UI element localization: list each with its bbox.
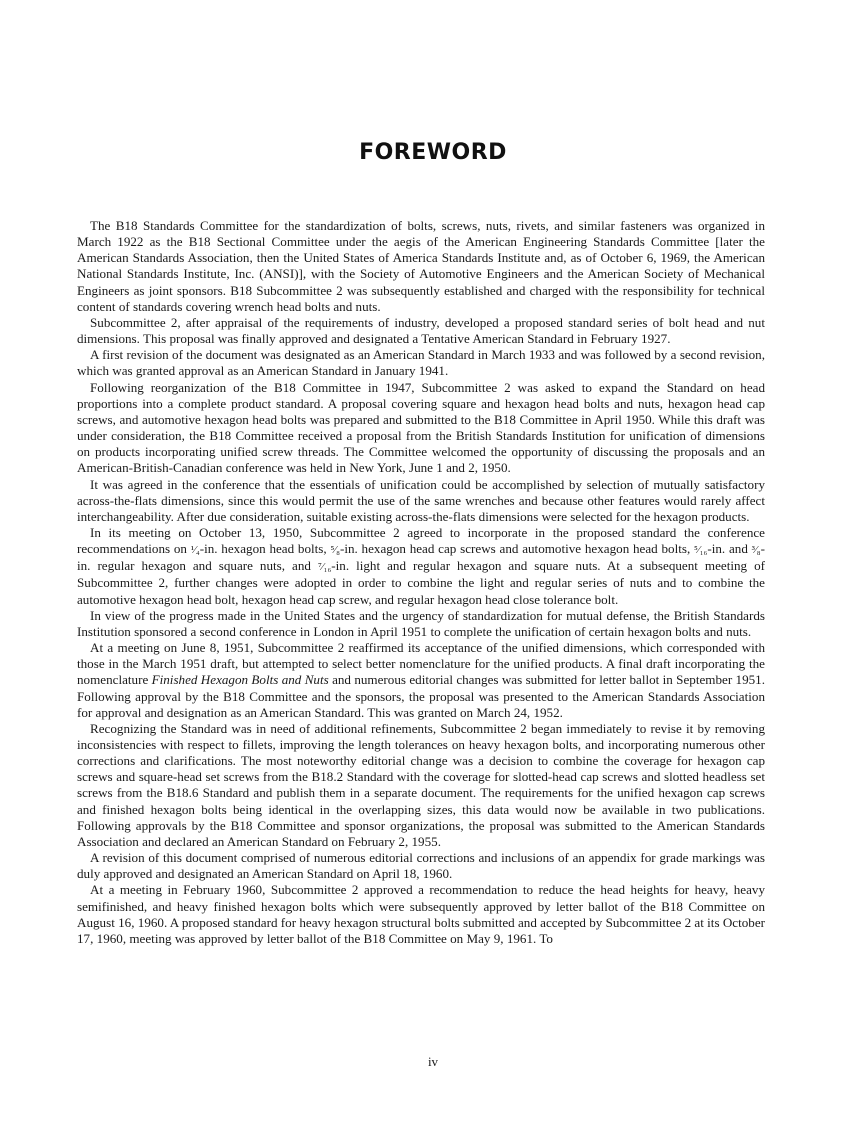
paragraph-5: It was agreed in the conference that the essentials of unification could be accomplished by selection of mutually satisfactory across-the-flats dimensions, since this would permit the use of the same wrenches and because other features would rarely affect interchangeability. After due consideration, suitable existing across-the-flats dimensions were selected for the hexagon products. <box>77 476 765 524</box>
paragraph-6-text-3: -in. hexagon head cap screws and automotive hexagon head bolts, <box>339 541 695 557</box>
fraction-three-eighths: ³⁄₈ <box>751 544 761 557</box>
paragraph-9: Recognizing the Standard was in need of additional refinements, Subcommittee 2 began immediately to revise it by removing inconsistencies with respect to fillets, improving the length tolerances on heavy hexagon bolts, and incorporating numerous other corrections and clarifications. The most noteworthy editorial change was a decision to combine the coverage for hexagon cap screws and square-head set screws from the B18.2 Standard with the coverage for slotted-head cap screws and slotted headless set screws from the B18.6 Standard and publish them in a separate document. The requirements for the unified hexagon cap screws and finished hexagon bolts being identical in the overlapping sizes, this data would now be available in two publications. Following approvals by the B18 Committee and sponsor organizations, the proposal was submitted to the American Standards Association and declared an American Standard on February 2, 1955. <box>77 720 765 849</box>
paragraph-6-text-6: -in. light and regular hexagon and square nuts. At a subsequent meeting of Subcommittee 2, further changes were adopted in order to combine the light and regular series of nuts and to combine the automotive hexagon head bolt, hexagon head cap screw, and regular hexagon head close tolerance bolt. <box>77 558 765 607</box>
paragraph-4: Following reorganization of the B18 Committee in 1947, Subcommittee 2 was asked to expand the Standard on head proportions into a complete product standard. A proposal covering square and hexagon head bolts and nuts, hexagon head cap screws, and automotive hexagon head bolts was prepared and submitted to the B18 Committee in April 1950. While this draft was under consideration, the B18 Committee received a proposal from the British Standards Institution for unification of dimensions on products incorporating unified screw threads. The Committee welcomed the opportunity of discussing the proposals and an American-British-Canadian conference was held in New York, June 1 and 2, 1950. <box>77 379 765 476</box>
fraction-seven-sixteenths: ⁷⁄₁₆ <box>317 561 332 574</box>
fraction-one-quarter: ¹⁄₄ <box>190 544 200 557</box>
paragraph-7: In view of the progress made in the United States and the urgency of standardization for mutual defense, the British Standards Institution sponsored a second conference in London in April 1951 to complete the unification of certain hexagon bolts and nuts. <box>77 607 765 639</box>
page-title: FOREWORD <box>359 140 507 165</box>
paragraph-6-text-2: -in. hexagon head bolts, <box>199 541 331 557</box>
paragraph-2: Subcommittee 2, after appraisal of the requirements of industry, developed a proposed standard series of bolt head and nut dimensions. This proposal was finally approved and designated a Tentative American Standard in February 1927. <box>77 314 765 347</box>
paragraph-6 <box>77 525 765 608</box>
fraction-five-eighths: ⁵⁄₈ <box>330 544 340 557</box>
paragraph-11: At a meeting in February 1960, Subcommittee 2 approved a recommendation to reduce the head heights for heavy, heavy semifinished, and heavy finished hexagon bolts which were subsequently approved by letter ballot of the B18 Committee on August 16, 1960. A proposed standard for heavy hexagon structural bolts submitted and accepted by Subcommittee 2 at its October 17, 1960, meeting was approved by letter ballot of the B18 Committee on May 9, 1961. To <box>77 882 765 946</box>
fraction-five-sixteenths: ⁵⁄₁₆ <box>694 544 708 557</box>
foreword-body <box>77 218 765 947</box>
paragraph-6-text-5: -in. regular hexagon and square nuts, and <box>77 541 766 574</box>
paragraph-3: A first revision of the document was designated as an American Standard in March 1933 and was followed by a second revision, which was granted approval as an American Standard in January 1941. <box>77 347 765 379</box>
page-number: iv <box>427 1054 439 1069</box>
paragraph-10: A revision of this document comprised of numerous editorial corrections and inclusions of an appendix for grade markings was duly approved and designated an American Standard on April 18, 1960. <box>77 850 765 882</box>
paragraph-8-text-1: At a meeting on June 8, 1951, Subcommittee 2 reaffirmed its acceptance of the unified dimensions, which corresponded with those in the March 1951 draft, but attempted to select better nomenclature for the unified products. A final draft incorporating the nomenclature <box>77 640 765 688</box>
paragraph-6-text-4: -in. and <box>707 541 752 557</box>
paragraph-1: The B18 Standards Committee for the standardization of bolts, screws, nuts, rivets, and similar fasteners was organized in March 1922 as the B18 Sectional Committee under the aegis of the American Engineering Standards Committee [later the American Standards Association, then the United States of America Standards Institute and, as of October 6, 1969, the American National Standards Institute, Inc. (ANSI)], with the Society of Automotive Engineers and the American Society of Mechanical Engineers as joint sponsors. B18 Subcommittee 2 was subsequently established and charged with the responsibility for technical content of standards covering wrench head bolts and nuts. <box>77 218 765 314</box>
paragraph-8 <box>77 640 765 721</box>
paragraph-6-text-1: In its meeting on October 13, 1950, Subcommittee 2 agreed to incorporate in the proposed standard the conference recommendations on <box>77 524 765 557</box>
paragraph-8-text-2: and numerous editorial changes was submitted for letter ballot in September 1951. Following approval by the B18 Committee and the sponsors, the proposal was presented to the American Standards Association for approval and designation as an American Standard. This was granted on March 24, 1952. <box>77 672 765 720</box>
paragraph-8-italic-term: Finished Hexagon Bolts and Nuts <box>151 672 329 688</box>
